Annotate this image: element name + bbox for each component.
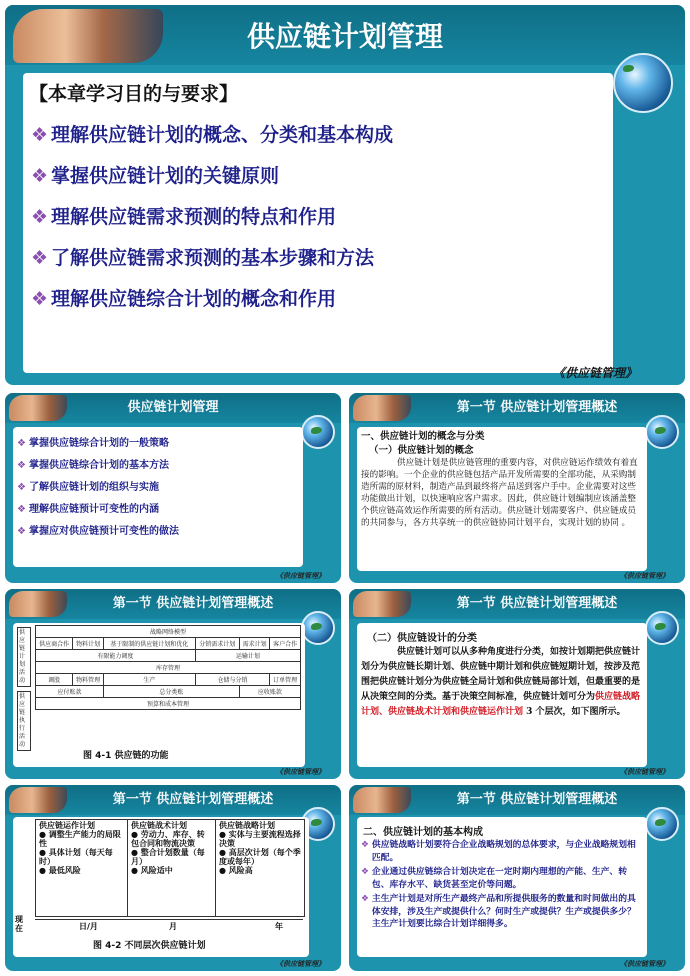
subsection-heading: （一）供应链计划的概念 xyxy=(369,445,474,456)
table-cell: 需求计划 xyxy=(239,638,270,650)
section-heading: 二、供应链计划的基本构成 xyxy=(363,827,483,838)
slide-title: 供应链计划管理 xyxy=(127,400,219,415)
slide-footer: 《供应链管理》 xyxy=(276,960,325,968)
slide-7 xyxy=(349,785,685,971)
slide-footer: 《供应链管理》 xyxy=(552,366,637,380)
table-cell: 基于限制的供应链计划和优化 xyxy=(103,638,195,650)
highlighted-text: 供应链战略计划、供应链战术计划和供应链运作计划 xyxy=(361,692,641,717)
axis-label: 日/月 xyxy=(79,922,98,931)
diamond-bullet-icon: ❖ xyxy=(31,247,49,269)
list-item: ❖ 理解供应链综合计划的概念和作用 xyxy=(31,279,393,320)
globe-icon xyxy=(301,611,335,645)
globe-icon xyxy=(645,415,679,449)
slide-6 xyxy=(5,785,341,971)
diamond-bullet-icon: ❖ xyxy=(17,482,26,493)
table-cell: 生产 xyxy=(103,674,195,686)
globe-icon xyxy=(645,807,679,841)
list-item: ❖ 主生产计划是对所生产最终产品和所提供服务的数量和时间做出的具体安排，涉及生产或提供什么？何时生产或提供？生产或提供多少？主生产计划要比综合计划详细得多。 xyxy=(361,894,636,929)
axis-label: 月 xyxy=(169,922,177,931)
figure-caption: 图 4-1 供应链的功能 xyxy=(83,751,169,761)
slide-body xyxy=(357,427,647,571)
planning-level-diagram xyxy=(35,819,305,917)
slide-body xyxy=(13,817,309,957)
list-item: ❖ 理解供应链计划的概念、分类和基本构成 xyxy=(31,115,393,156)
subsection-heading: （二）供应链设计的分类 xyxy=(367,633,477,644)
slide-body xyxy=(13,427,303,567)
slide-body xyxy=(357,817,647,957)
diamond-bullet-icon: ❖ xyxy=(361,840,369,850)
list-item: ❖ 供应链战略计划要符合企业战略规划的总体要求，与企业战略规划相匹配。 xyxy=(361,840,636,863)
slide-1 xyxy=(5,5,685,385)
slide-body xyxy=(13,623,305,767)
side-label-planning: 供应链计划活动 xyxy=(17,627,31,687)
list-item: ❖ 掌握供应链计划的关键原则 xyxy=(31,156,393,197)
table-cell: 预算和成本管理 xyxy=(36,698,301,710)
diamond-bullet-icon: ❖ xyxy=(17,438,26,449)
slide-3 xyxy=(349,393,685,583)
slide-body xyxy=(23,73,613,373)
list-item: ❖ 掌握应对供应链预计可变性的做法 xyxy=(17,521,179,543)
diamond-bullet-icon: ❖ xyxy=(31,165,49,187)
table-cell: 战略网络模型 xyxy=(36,626,301,638)
table-cell: 应收账款 xyxy=(239,686,300,698)
objective-list xyxy=(17,433,179,543)
slide-title: 第一节 供应链计划管理概述 xyxy=(456,400,618,415)
table-cell: 物料计划 xyxy=(73,638,104,650)
table-cell: 客户合作 xyxy=(270,638,301,650)
slide-footer: 《供应链管理》 xyxy=(276,768,325,776)
column-operational: 供应链运作计划 ● 调整生产能力的局限性 ● 具体计划（每天每时） ● 最低风险 xyxy=(36,820,128,916)
list-item: ❖ 掌握供应链综合计划的一般策略 xyxy=(17,433,179,455)
slide-4 xyxy=(5,589,341,779)
table-cell: 订单管理 xyxy=(270,674,301,686)
paragraph: 供应链计划可以从多种角度进行分类，如按计划期把供应链计划分为供应链长期计划、供应链中期计划和供应链短期计划，按涉及范围把供应链计划分为供应链全局计划和供应链局部计划，但最重要的是从决策空间的分类。基于决策空间标准，供应链计划可分为供应链战略计划、供应链战术计划和供应链运作计划 3 个层次，如下图所示。 xyxy=(361,647,641,717)
table-cell: 总分类账 xyxy=(103,686,239,698)
list-item: ❖ 企业通过供应链综合计划决定在一定时期内理想的产能、生产、转包、库存水平、缺货甚至定价等问题。 xyxy=(361,867,628,890)
figure-caption: 图 4-2 不同层次供应链计划 xyxy=(93,941,206,951)
table-cell: 有限能力调度 xyxy=(36,650,196,662)
globe-icon xyxy=(645,611,679,645)
diamond-bullet-icon: ❖ xyxy=(17,526,26,537)
table-cell: 应付账款 xyxy=(36,686,104,698)
slide-footer: 《供应链管理》 xyxy=(620,960,669,968)
axis-label: 年 xyxy=(275,922,283,931)
axis-label: 现在 xyxy=(15,915,23,933)
slide-footer: 《供应链管理》 xyxy=(276,572,325,580)
diamond-bullet-icon: ❖ xyxy=(361,867,369,877)
diamond-bullet-icon: ❖ xyxy=(17,504,26,515)
column-tactical: 供应链战术计划 ● 劳动力、库存、转包合同和物流决策 ● 整合计划数量（每月） ● 风险适中 xyxy=(128,820,216,916)
component-list xyxy=(361,839,643,931)
slide-body xyxy=(357,623,647,767)
slide-title: 第一节 供应链计划管理概述 xyxy=(456,792,618,807)
subtitle: 【本章学习目的与要求】 xyxy=(29,83,239,105)
slide-footer: 《供应链管理》 xyxy=(620,572,669,580)
slide-2 xyxy=(5,393,341,583)
time-axis-line xyxy=(35,919,303,920)
globe-icon xyxy=(613,53,673,113)
table-cell: 库存管理 xyxy=(36,662,301,674)
list-item: ❖ 掌握供应链综合计划的基本方法 xyxy=(17,455,179,477)
table-cell: 供应商合作 xyxy=(36,638,73,650)
globe-icon xyxy=(301,415,335,449)
slide-footer: 《供应链管理》 xyxy=(620,768,669,776)
column-strategic: 供应链战略计划 ● 实体与主要流程选择决策 ● 高层次计划（每个季度或每年） ● 风险高 xyxy=(219,821,301,875)
list-item: ❖ 了解供应链计划的组织与实施 xyxy=(17,477,179,499)
supply-chain-function-table xyxy=(35,625,301,710)
diamond-bullet-icon: ❖ xyxy=(31,206,49,228)
slide-title: 第一节 供应链计划管理概述 xyxy=(456,596,618,611)
diamond-bullet-icon: ❖ xyxy=(31,288,49,310)
section-heading: 一、供应链计划的概念与分类 xyxy=(361,431,485,442)
slide-title: 供应链计划管理 xyxy=(246,20,443,53)
diamond-bullet-icon: ❖ xyxy=(361,894,369,904)
table-cell: 运输计划 xyxy=(195,650,300,662)
slide-5 xyxy=(349,589,685,779)
list-item: ❖ 理解供应链需求预测的特点和作用 xyxy=(31,197,393,238)
side-label-execution: 供应链执行活动 xyxy=(17,691,31,751)
slide-title: 第一节 供应链计划管理概述 xyxy=(112,596,274,611)
table-cell: 调股 xyxy=(36,674,73,686)
diamond-bullet-icon: ❖ xyxy=(17,460,26,471)
table-cell: 物料管理 xyxy=(73,674,104,686)
table-cell: 仓储与分销 xyxy=(195,674,270,686)
objective-list xyxy=(31,115,393,320)
list-item: ❖ 了解供应链需求预测的基本步骤和方法 xyxy=(31,238,393,279)
diamond-bullet-icon: ❖ xyxy=(31,124,49,146)
list-item: ❖ 理解供应链预计可变性的内涵 xyxy=(17,499,179,521)
paragraph: 供应链计划是供应链管理的重要内容，对供应链运作绩效有着直接的影响。一个企业的供应链包括产品开发所需要的全部功能，从采购制造所需的原材料，制造产品到最终将产品送到客户手中。企业需要对这些功能做出计划，以快速响应客户需求。因此，供应链计划编制应该涵盖整个供应链高效运作所需要的所有活动。供应链计划需要客户、供应链成员的共同参与，各方共享统一的供应链协同计划平台，实现计划的协同 。 xyxy=(361,458,638,528)
slide-title: 第一节 供应链计划管理概述 xyxy=(112,792,274,807)
table-cell: 分销需求计划 xyxy=(195,638,239,650)
